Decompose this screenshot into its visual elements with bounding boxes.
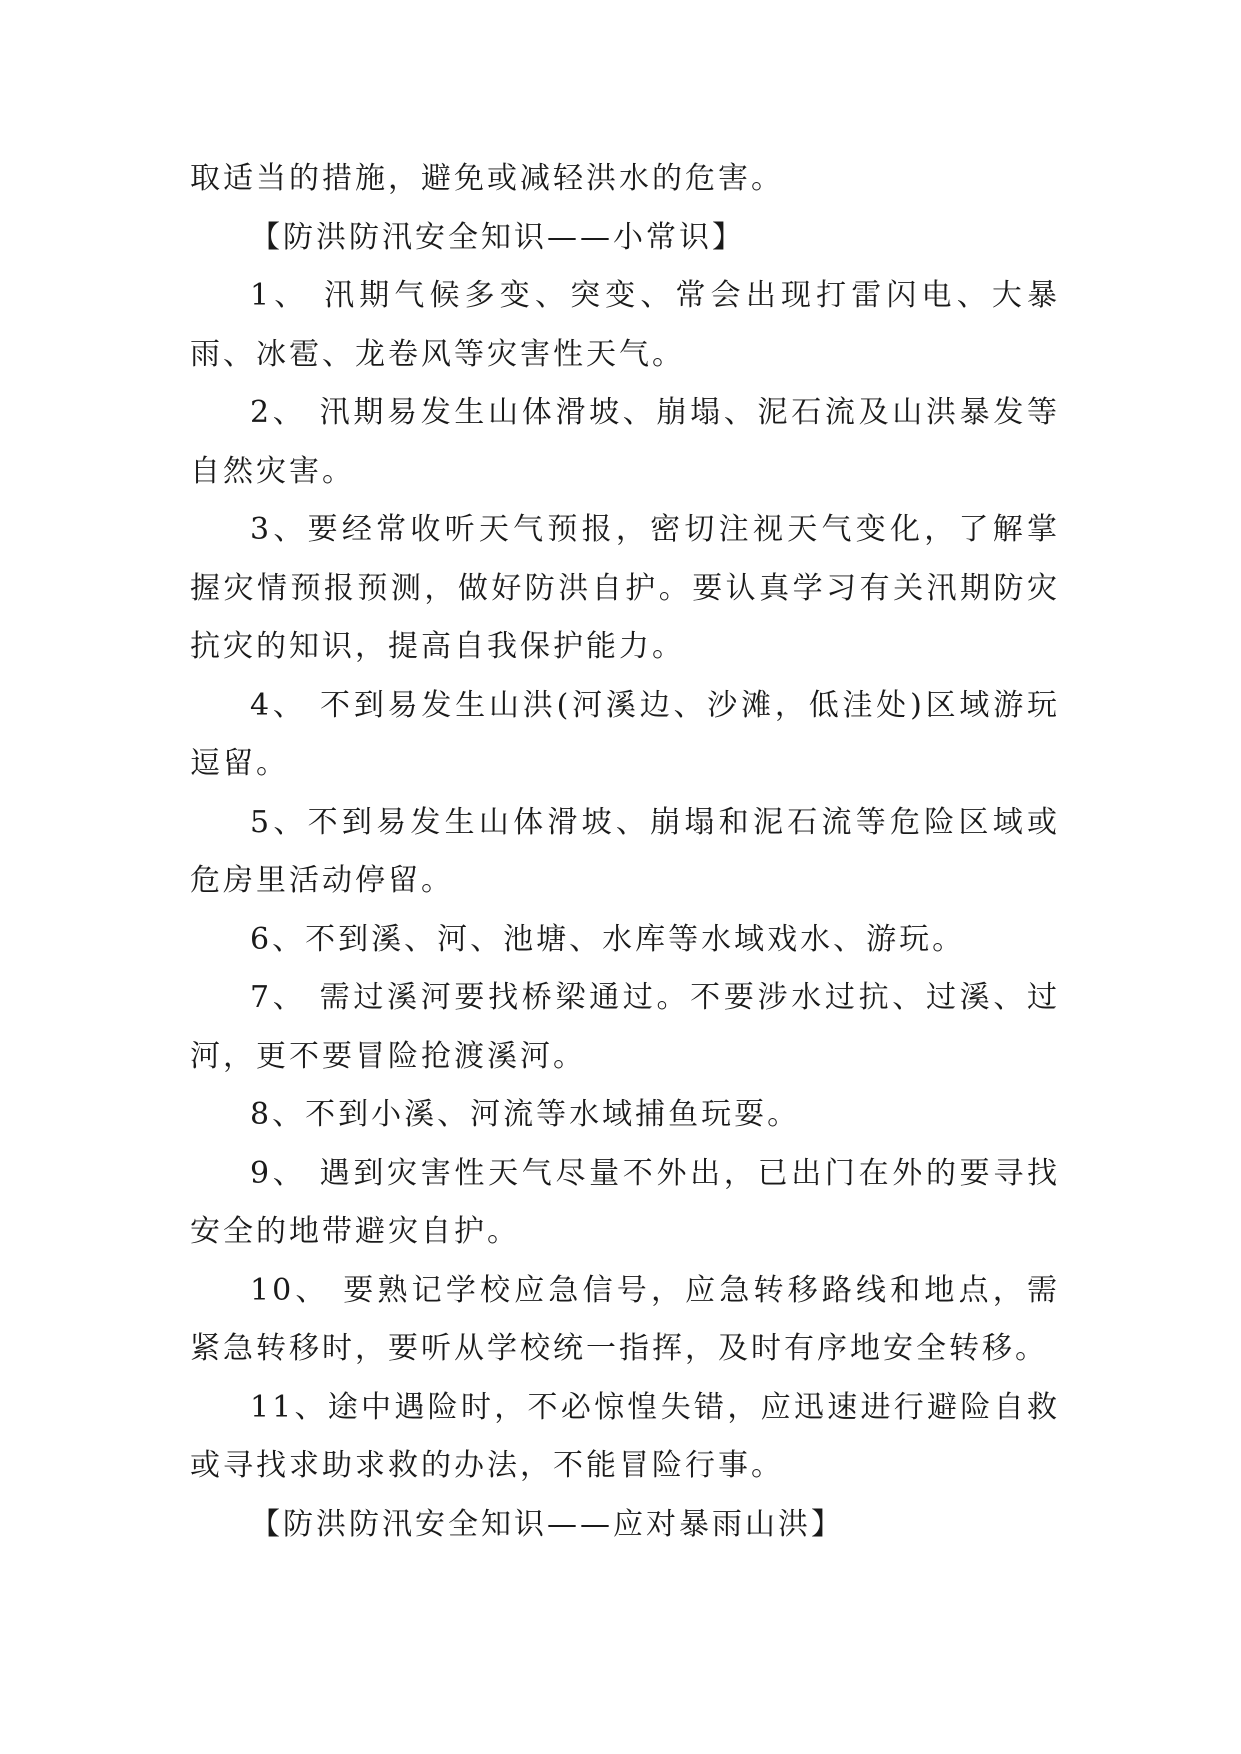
list-item-3: 3、要经常收听天气预报，密切注视天气变化，了解掌握灾情预报预测，做好防洪自护。要认真学习有关汛期防灾抗灾的知识，提高自我保护能力。: [190, 512, 1060, 664]
section-heading-tips: 【防洪防汛安全知识——小常识】: [250, 219, 745, 255]
list-item-2: 2、 汛期易发生山体滑坡、崩塌、泥石流及山洪暴发等自然灾害。: [190, 395, 1060, 489]
list-item-6: 6、不到溪、河、池塘、水库等水域戏水、游玩。: [250, 921, 966, 957]
list-item-11: 11、途中遇险时，不必惊惶失错，应迅速进行避险自救或寻找求助求救的办法，不能冒险行事。: [190, 1389, 1060, 1483]
list-item-10: 10、 要熟记学校应急信号，应急转移路线和地点，需紧急转移时，要听从学校统一指挥，及时有序地安全转移。: [190, 1272, 1060, 1366]
paragraph-continuation: 取适当的措施，避免或减轻洪水的危害。: [190, 161, 784, 196]
list-item-4: 4、 不到易发生山洪(河溪边、沙滩，低洼处)区域游玩逗留。: [190, 687, 1060, 781]
section-heading-rainstorm: 【防洪防汛安全知识——应对暴雨山洪】: [250, 1506, 844, 1542]
list-item-9: 9、 遇到灾害性天气尽量不外出，已出门在外的要寻找安全的地带避灾自护。: [190, 1155, 1060, 1249]
document-body: [190, 150, 1060, 1554]
list-item-1: 1、 汛期气候多变、突变、常会出现打雷闪电、大暴雨、冰雹、龙卷风等灾害性天气。: [190, 278, 1060, 372]
list-item-7: 7、 需过溪河要找桥梁通过。不要涉水过抗、过溪、过河，更不要冒险抢渡溪河。: [190, 980, 1060, 1074]
list-item-8: 8、不到小溪、河流等水域捕鱼玩耍。: [250, 1097, 801, 1132]
list-item-5: 5、不到易发生山体滑坡、崩塌和泥石流等危险区域或危房里活动停留。: [190, 804, 1060, 898]
